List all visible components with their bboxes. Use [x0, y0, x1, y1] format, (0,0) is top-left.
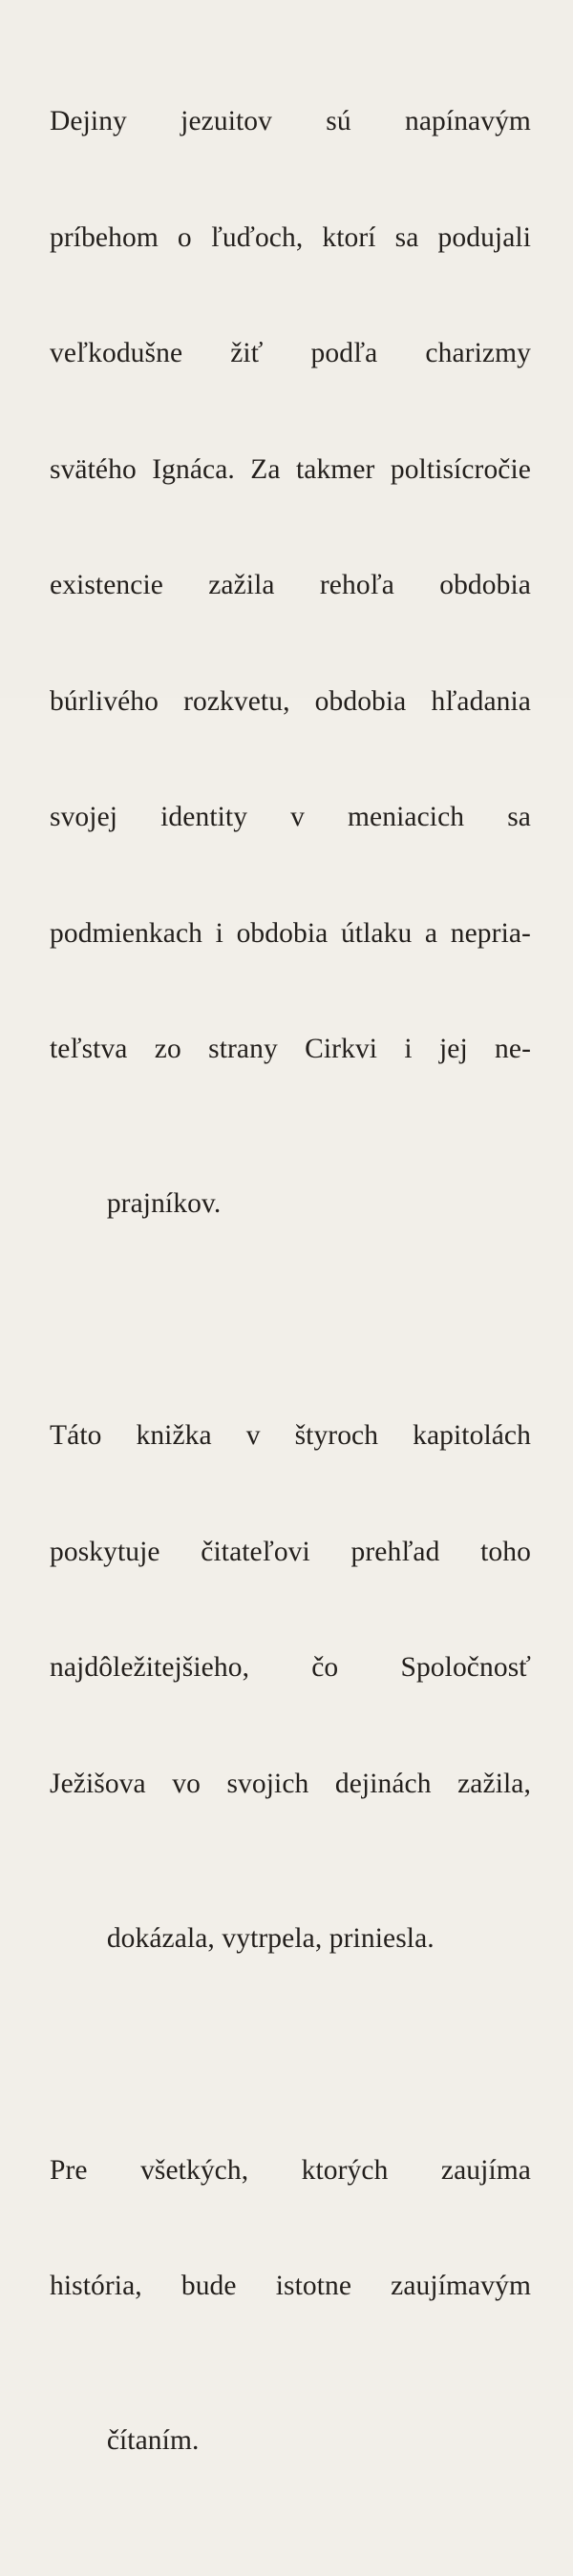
line-word: čo: [311, 1648, 338, 1687]
line-word: ktorí: [322, 219, 375, 258]
text-line: [50, 1146, 531, 1263]
line-word: búrlivého: [50, 682, 159, 722]
line-word: teľstva: [50, 1030, 128, 1069]
line-word: útlaku: [341, 914, 412, 953]
line-word: i: [404, 1030, 412, 1069]
line-word: i: [216, 914, 223, 953]
blurb-text-block: [50, 25, 531, 2576]
line-word: ne-: [495, 1030, 531, 1069]
line-word: zaujíma: [441, 2151, 531, 2190]
line-word: Za: [250, 450, 280, 490]
line-word: história,: [50, 2267, 142, 2306]
line-word: toho: [480, 1533, 531, 1572]
line-word-run: čítaním.: [107, 2421, 200, 2461]
line-word: Táto: [50, 1416, 101, 1456]
line-word: Ježišova: [50, 1765, 146, 1804]
line-word: všetkých,: [140, 2151, 248, 2190]
text-line: [50, 1533, 531, 1572]
line-word: sú: [326, 102, 350, 141]
line-word: Dejiny: [50, 102, 127, 141]
line-word: čitateľovi: [201, 1533, 310, 1572]
line-word: svojich: [226, 1765, 308, 1804]
line-word: nepria-: [451, 914, 531, 953]
line-word: svätého: [50, 450, 137, 490]
text-line: [50, 798, 531, 837]
line-word: istotne: [276, 2267, 351, 2306]
line-word: obdobia: [315, 682, 407, 722]
line-word: zažila,: [457, 1765, 531, 1804]
line-word: rehoľa: [320, 566, 394, 605]
line-word: zo: [155, 1030, 181, 1069]
line-word: kapitolách: [413, 1416, 531, 1456]
line-word: žiť: [230, 334, 263, 373]
line-word: zažila: [208, 566, 274, 605]
paragraph-1: [50, 25, 531, 1339]
line-word: štyroch: [295, 1416, 379, 1456]
text-line: [50, 914, 531, 953]
text-line: [50, 1648, 531, 1687]
text-line: [50, 102, 531, 141]
line-word: obdobia: [439, 566, 531, 605]
line-word: podmienkach: [50, 914, 202, 953]
line-word: Pre: [50, 2151, 88, 2190]
line-word: poskytuje: [50, 1533, 160, 1572]
line-word: o: [178, 219, 192, 258]
line-word: strany: [208, 1030, 278, 1069]
text-line: [50, 2151, 531, 2190]
paragraph-2: [50, 1339, 531, 2074]
text-line: [50, 1880, 531, 1997]
text-line: [50, 219, 531, 258]
text-line: [50, 334, 531, 373]
line-word: identity: [160, 798, 247, 837]
line-word: knižka: [136, 1416, 211, 1456]
line-word: vo: [172, 1765, 201, 1804]
line-word: bude: [181, 2267, 237, 2306]
text-line: [50, 450, 531, 490]
line-word: meniacich: [348, 798, 464, 837]
line-word: existencie: [50, 566, 163, 605]
line-word: dejinách: [335, 1765, 432, 1804]
line-word: prehľad: [351, 1533, 440, 1572]
line-word: jezuitov: [180, 102, 272, 141]
line-word: a: [425, 914, 437, 953]
line-word: Spoločnosť: [400, 1648, 531, 1687]
line-word: napínavým: [405, 102, 531, 141]
line-word-run: dokázala, vytrpela, priniesla.: [107, 1919, 435, 1958]
text-line: [50, 566, 531, 605]
line-word: ľuďoch,: [211, 219, 303, 258]
line-word: Cirkvi: [305, 1030, 377, 1069]
line-word: charizmy: [425, 334, 531, 373]
text-line: [50, 682, 531, 722]
line-word: v: [246, 1416, 261, 1456]
text-line: [50, 1030, 531, 1069]
line-word: sa: [507, 798, 531, 837]
line-word: svojej: [50, 798, 117, 837]
paragraph-3: [50, 2074, 531, 2576]
line-word: ktorých: [302, 2151, 389, 2190]
line-word: takmer: [296, 450, 375, 490]
line-word: podujali: [438, 219, 531, 258]
line-word: hľadania: [431, 682, 531, 722]
line-word: jej: [439, 1030, 468, 1069]
line-word: poltisícročie: [391, 450, 531, 490]
line-word: podľa: [311, 334, 378, 373]
line-word: obdobia: [237, 914, 329, 953]
line-word: príbehom: [50, 219, 159, 258]
line-word: Ignáca.: [152, 450, 235, 490]
text-line: [50, 2267, 531, 2306]
text-line: [50, 2383, 531, 2500]
line-word: sa: [395, 219, 419, 258]
text-line: [50, 1765, 531, 1804]
book-blurb-page: [0, 0, 573, 698]
line-word: v: [290, 798, 305, 837]
text-line: [50, 1416, 531, 1456]
line-word-run: prajníkov.: [107, 1184, 222, 1224]
line-word: zaujímavým: [391, 2267, 531, 2306]
line-word: rozkvetu,: [183, 682, 289, 722]
line-word: veľkodušne: [50, 334, 182, 373]
line-word: najdôležitejšieho,: [50, 1648, 249, 1687]
